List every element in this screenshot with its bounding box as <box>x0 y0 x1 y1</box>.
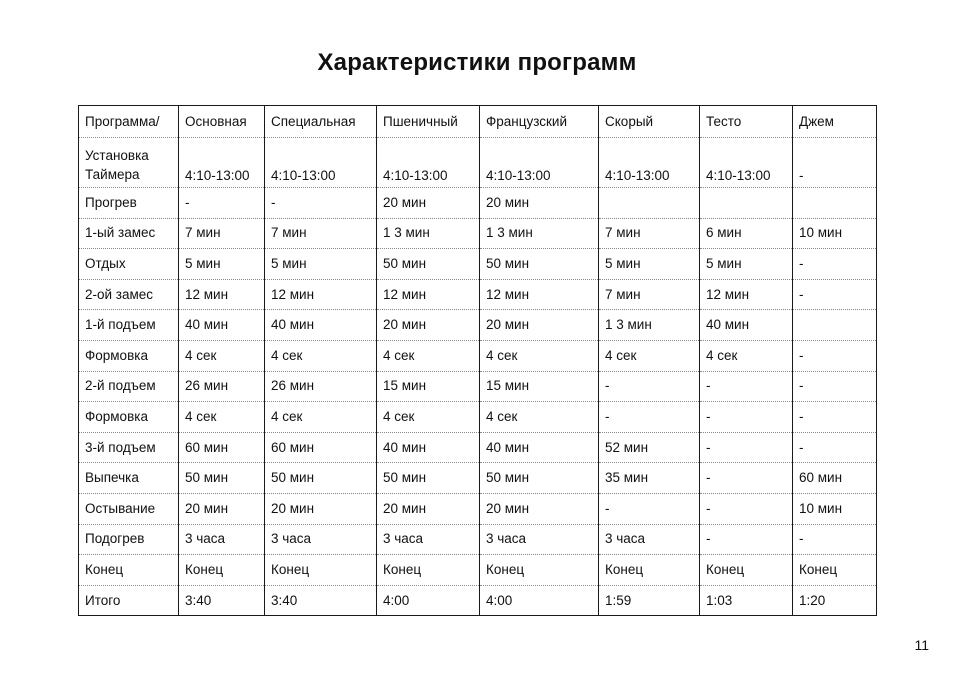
table-cell: 3 часа <box>599 524 700 555</box>
row-label: Итого <box>79 585 179 616</box>
table-cell: 3 часа <box>179 524 265 555</box>
table-cell: 4:10-13:00 <box>599 138 700 188</box>
row-label: Отдых <box>79 249 179 280</box>
table-cell: Конец <box>793 555 877 586</box>
table-cell: 6 мин <box>700 218 793 249</box>
table-cell: 3:40 <box>179 585 265 616</box>
table-cell: 40 мин <box>377 432 480 463</box>
table-cell: 20 мин <box>480 188 599 219</box>
table-cell: Конец <box>480 555 599 586</box>
row-label: 1-й подъем <box>79 310 179 341</box>
table-cell: 10 мин <box>793 218 877 249</box>
table-cell: 4 сек <box>599 340 700 371</box>
header-cell-program-name: Основная <box>179 106 265 138</box>
table-cell: 50 мин <box>480 249 599 280</box>
table-cell: 5 мин <box>700 249 793 280</box>
table-header-row <box>79 106 877 138</box>
page-title: Характеристики программ <box>317 49 637 76</box>
table-cell: 20 мин <box>480 310 599 341</box>
table-cell: 40 мин <box>265 310 377 341</box>
row-label: 2-ой замес <box>79 279 179 310</box>
table-cell: Конец <box>599 555 700 586</box>
table-cell: 60 мин <box>265 432 377 463</box>
table-cell: 20 мин <box>480 493 599 524</box>
table-row <box>79 555 877 586</box>
table-cell: 1:59 <box>599 585 700 616</box>
table-cell: 1:03 <box>700 585 793 616</box>
table-cell: 4 сек <box>265 340 377 371</box>
table-cell: - <box>793 371 877 402</box>
table-cell: 40 мин <box>700 310 793 341</box>
header-cell-program-name: Пшеничный <box>377 106 480 138</box>
table-cell: 15 мин <box>480 371 599 402</box>
table-cell: 50 мин <box>377 249 480 280</box>
row-label: Формовка <box>79 402 179 433</box>
table-cell: 7 мин <box>265 218 377 249</box>
table-cell: 3 часа <box>377 524 480 555</box>
table-cell: 3:40 <box>265 585 377 616</box>
table-cell: 4 сек <box>377 402 480 433</box>
table-cell: 12 мин <box>480 279 599 310</box>
table-cell: 12 мин <box>265 279 377 310</box>
table-cell: 15 мин <box>377 371 480 402</box>
table-cell: Конец <box>700 555 793 586</box>
table-row <box>79 340 877 371</box>
table-cell: 1 3 мин <box>377 218 480 249</box>
table-cell: Конец <box>265 555 377 586</box>
table-cell: 35 мин <box>599 463 700 494</box>
table-cell <box>700 188 793 219</box>
table-cell: 52 мин <box>599 432 700 463</box>
page-number: 11 <box>914 637 929 653</box>
table-cell: - <box>265 188 377 219</box>
table-row <box>79 279 877 310</box>
table-cell: - <box>793 402 877 433</box>
header-cell-program-name: Тесто <box>700 106 793 138</box>
table-cell: 20 мин <box>265 493 377 524</box>
table-cell: 60 мин <box>179 432 265 463</box>
table-cell: 3 часа <box>480 524 599 555</box>
table-cell: 7 мин <box>599 279 700 310</box>
table-cell: 4 сек <box>480 340 599 371</box>
table-cell: 4 сек <box>377 340 480 371</box>
table-cell: 50 мин <box>265 463 377 494</box>
table-row <box>79 402 877 433</box>
table-body <box>79 106 877 616</box>
table-cell: - <box>179 188 265 219</box>
table-cell: 20 мин <box>377 493 480 524</box>
table-cell: 1:20 <box>793 585 877 616</box>
table-cell: - <box>793 340 877 371</box>
table-row <box>79 463 877 494</box>
table-cell: 50 мин <box>480 463 599 494</box>
table-cell: 12 мин <box>179 279 265 310</box>
table-cell: - <box>700 463 793 494</box>
program-characteristics-table <box>78 105 877 616</box>
table-cell: 20 мин <box>179 493 265 524</box>
table-row <box>79 524 877 555</box>
table-cell: 60 мин <box>793 463 877 494</box>
table-row <box>79 188 877 219</box>
table-cell <box>793 310 877 341</box>
table-row <box>79 371 877 402</box>
row-label: 1-ый замес <box>79 218 179 249</box>
table-cell: 4:10-13:00 <box>265 138 377 188</box>
table-cell: 50 мин <box>377 463 480 494</box>
row-label: Прогрев <box>79 188 179 219</box>
row-label: Установка Таймера <box>79 138 179 188</box>
table-cell: - <box>700 524 793 555</box>
table-cell: - <box>700 371 793 402</box>
table-cell: 3 часа <box>265 524 377 555</box>
table-cell: 26 мин <box>179 371 265 402</box>
table-cell: 40 мин <box>480 432 599 463</box>
table-cell: 4:10-13:00 <box>179 138 265 188</box>
table-row <box>79 432 877 463</box>
table-cell: 20 мин <box>377 310 480 341</box>
row-label: 3-й подъем <box>79 432 179 463</box>
header-cell-program-name: Специальная <box>265 106 377 138</box>
header-cell-program-name: Джем <box>793 106 877 138</box>
table-cell: - <box>793 249 877 280</box>
table-cell: 12 мин <box>377 279 480 310</box>
row-label: Остывание <box>79 493 179 524</box>
table-cell: 12 мин <box>700 279 793 310</box>
table-cell: 1 3 мин <box>480 218 599 249</box>
row-label: Конец <box>79 555 179 586</box>
header-cell-program-name: Скорый <box>599 106 700 138</box>
table-row <box>79 249 877 280</box>
table-cell: 1 3 мин <box>599 310 700 341</box>
table-row <box>79 585 877 616</box>
table-cell: 26 мин <box>265 371 377 402</box>
table-cell: - <box>599 402 700 433</box>
table-cell: 10 мин <box>793 493 877 524</box>
row-label: 2-й подъем <box>79 371 179 402</box>
table-cell: Конец <box>179 555 265 586</box>
table-cell: 4:10-13:00 <box>700 138 793 188</box>
table-cell: 4 сек <box>179 402 265 433</box>
table-row <box>79 218 877 249</box>
table-row <box>79 493 877 524</box>
table-cell <box>793 188 877 219</box>
table-cell: 50 мин <box>179 463 265 494</box>
table-row <box>79 310 877 341</box>
table-cell: 4:00 <box>480 585 599 616</box>
table-cell: - <box>793 524 877 555</box>
table-row <box>79 138 877 188</box>
table-cell: - <box>793 432 877 463</box>
header-cell-program-name: Французский <box>480 106 599 138</box>
table-cell: 4:00 <box>377 585 480 616</box>
table-cell: 40 мин <box>179 310 265 341</box>
table-cell: 7 мин <box>179 218 265 249</box>
row-label: Формовка <box>79 340 179 371</box>
table-cell: - <box>700 432 793 463</box>
table-cell: 20 мин <box>377 188 480 219</box>
row-label: Выпечка <box>79 463 179 494</box>
table-cell: - <box>700 402 793 433</box>
table-cell: 5 мин <box>265 249 377 280</box>
table-cell: 4 сек <box>265 402 377 433</box>
table-cell: Конец <box>377 555 480 586</box>
header-cell-program: Программа/ <box>79 106 179 138</box>
table-cell: - <box>599 493 700 524</box>
table-cell: - <box>700 493 793 524</box>
table-cell: 4:10-13:00 <box>377 138 480 188</box>
table-cell <box>599 188 700 219</box>
table-cell: 4:10-13:00 <box>480 138 599 188</box>
table-cell: - <box>599 371 700 402</box>
table-cell: 4 сек <box>179 340 265 371</box>
row-label: Подогрев <box>79 524 179 555</box>
table-cell: 7 мин <box>599 218 700 249</box>
table-cell: - <box>793 279 877 310</box>
table-cell: 5 мин <box>179 249 265 280</box>
table-cell: - <box>793 138 877 188</box>
table-cell: 4 сек <box>480 402 599 433</box>
table-cell: 4 сек <box>700 340 793 371</box>
table-cell: 5 мин <box>599 249 700 280</box>
